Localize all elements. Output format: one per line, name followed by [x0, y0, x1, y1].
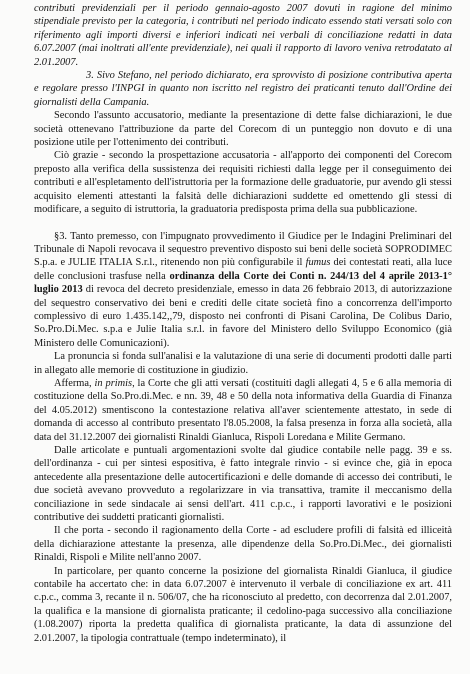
paragraph-contributi: contributi previdenziali per il periodo gennaio-agosto 2007 dovuti in ragione del minimo stipendiale previsto per la categoria, i contributi nel periodo indicato essendo stati versati solo con riferimento agli importi diversi e inferiori indicati nei verbali di conciliazione redatti in data 6.07.2007 (mai inoltrati all'ente previdenziale), nei quali il rapporto di lavoro veniva retrodatato al 2.01.2007. — [34, 3, 452, 68]
paragraph-argomentazioni: Dalle articolate e puntuali argomentazioni svolte dal giudice contabile nelle pagg. 39 e ss. dell'ordinanza - cui per sintesi espositiva, è fatto integrale rinvio - si evince che, già in epoca antecedente alla presentazione delle autocertificazioni e delle domande di accesso dei contributi, le due società avevano provveduto a regolarizzare in via transattiva, tramite il meccanismo della conciliazione in sede sindacale ai sensi dell'art. 411 c.p.c., i rapporti lavorativi e le posizioni contributive dei suddetti praticanti giornalisti. — [34, 445, 452, 524]
ordinanza-corte-conti-reference: ordinanza della Corte dei Conti n. 244/13 del 4 aprile 2013-1° luglio 2013 — [34, 270, 452, 296]
paragraph-assunto-accusatorio: Secondo l'assunto accusatorio, mediante la presentazione di dette false dichiarazioni, le due società ottenevano l'attribuzione da parte del Corecom di un punteggio non dovuto e di una posizione utile per l'ottenimento dei contributi. — [34, 110, 452, 149]
paragraph-section-3 — [34, 230, 452, 351]
paragraph-section-3-part-b: dei contestati reati, alla luce delle conclusioni trasfuse nella — [34, 257, 452, 282]
paragraph-pronuncia: La pronuncia si fonda sull'analisi e la valutazione di una serie di documenti prodotti dalle parti in allegato alle memorie di costituzione in giudizio. — [34, 351, 452, 376]
paragraph-afferma — [34, 377, 452, 444]
list-item-3-sivo-stefano: 3. Sivo Stefano, nel periodo dichiarato, era sprovvisto di posizione contributiva aperta e regolare presso l'INPGI in quanto non iscritto nel registro dei praticanti tenuto dall'Ordine dei giornalisti della Campania. — [34, 70, 452, 108]
paragraph-section-3-part-c: di revoca del decreto presidenziale, emesso in data 26 febbraio 2013, di autorizzazione del sequestro conservativo dei beni e crediti delle citate società fino a concorrenza dell'importo complessivo di euro 1.435.142,,79, disposto nei confronti di Pisani Carolina, De Colibus Dario, So.Pro.Di.Mec. s.p.a e Julie Italia s.r.l. in favore del Ministero dello Sviluppo Economico (già Ministero delle Comunicazioni). — [34, 284, 452, 349]
paragraph-il-che-porta: Il che porta - secondo il ragionamento della Corte - ad escludere profili di falsità ed illiceità della dichiarazione attestante la presenza, alle dipendenze della So.Pro.Di.Mec., dei giornalisti Rinaldi, Rispoli e Milite nell'anno 2007. — [34, 525, 452, 564]
in-primis-term: in primis — [94, 377, 133, 389]
paragraph-in-particolare: In particolare, per quanto concerne la posizione del giornalista Rinaldi Gianluca, il giudice contabile ha accertato che: in data 6.07.2007 è intervenuto il verbale di conciliazione ex art. 411 c.p.c., comma 3, recante il n. 506/07, che ha riconosciuto al predetto, con decorrenza dal 2.01.2007, la qualifica e la mansione di giornalista praticante; il cedolino-paga successivo alla conciliazione (1.08.2007) riporta la predetta qualifica di giornalista praticante, la data di assunzione del 2.01.2007, la tipologia contrattuale (tempo indeterminato), il — [34, 565, 452, 644]
paragraph-afferma-part-b: , la Corte che gli atti versati (costituiti dagli allegati 4, 5 e 6 alla memoria di costituzione della So.Pro.di.Mec. e nn. 39, 48 e 50 della nota informativa della Guardia di Finanza del 4.05.2012) smentiscono la contestazione relativa all'aver scientemente attestato, in sede di domanda di accesso al contributo presentato l'8.05.2008, la falsa presenza in forza alla società, alla data del 31.12.2007 dei giornalisti Rinaldi Gianluca, Rispoli Loredana e Milite Germano. — [34, 377, 452, 443]
fumus-term: fumus — [305, 257, 331, 269]
paragraph-section-3-part-a: §3. Tanto premesso, con l'impugnato provvedimento il Giudice per le Indagini Preliminari del Tribunale di Napoli revocava il sequestro preventivo disposto sui beni delle società SOPRODIMEC S.p.a. e JULIE ITALIA S.r.l., ritenendo non più configurabile il — [34, 230, 452, 269]
paragraph-cio-grazie: Ciò grazie - secondo la prospettazione accusatoria - all'apporto dei componenti del Corecom preposto alla verifica della sussistenza dei requisiti richiesti dalla legge per il conseguimento dei contributi e all'espletamento dell'istruttoria per la formazione delle graduatorie, pur avendo gli stessi acquisito elementi attestanti la falsità delle dichiarazioni suddette ed omettendo gli stessi di modificare, a seguito di istruttoria, la graduatoria predisposta prima della sua pubblicazione. — [34, 150, 452, 216]
paragraph-afferma-part-a: Afferma, — [54, 377, 95, 389]
